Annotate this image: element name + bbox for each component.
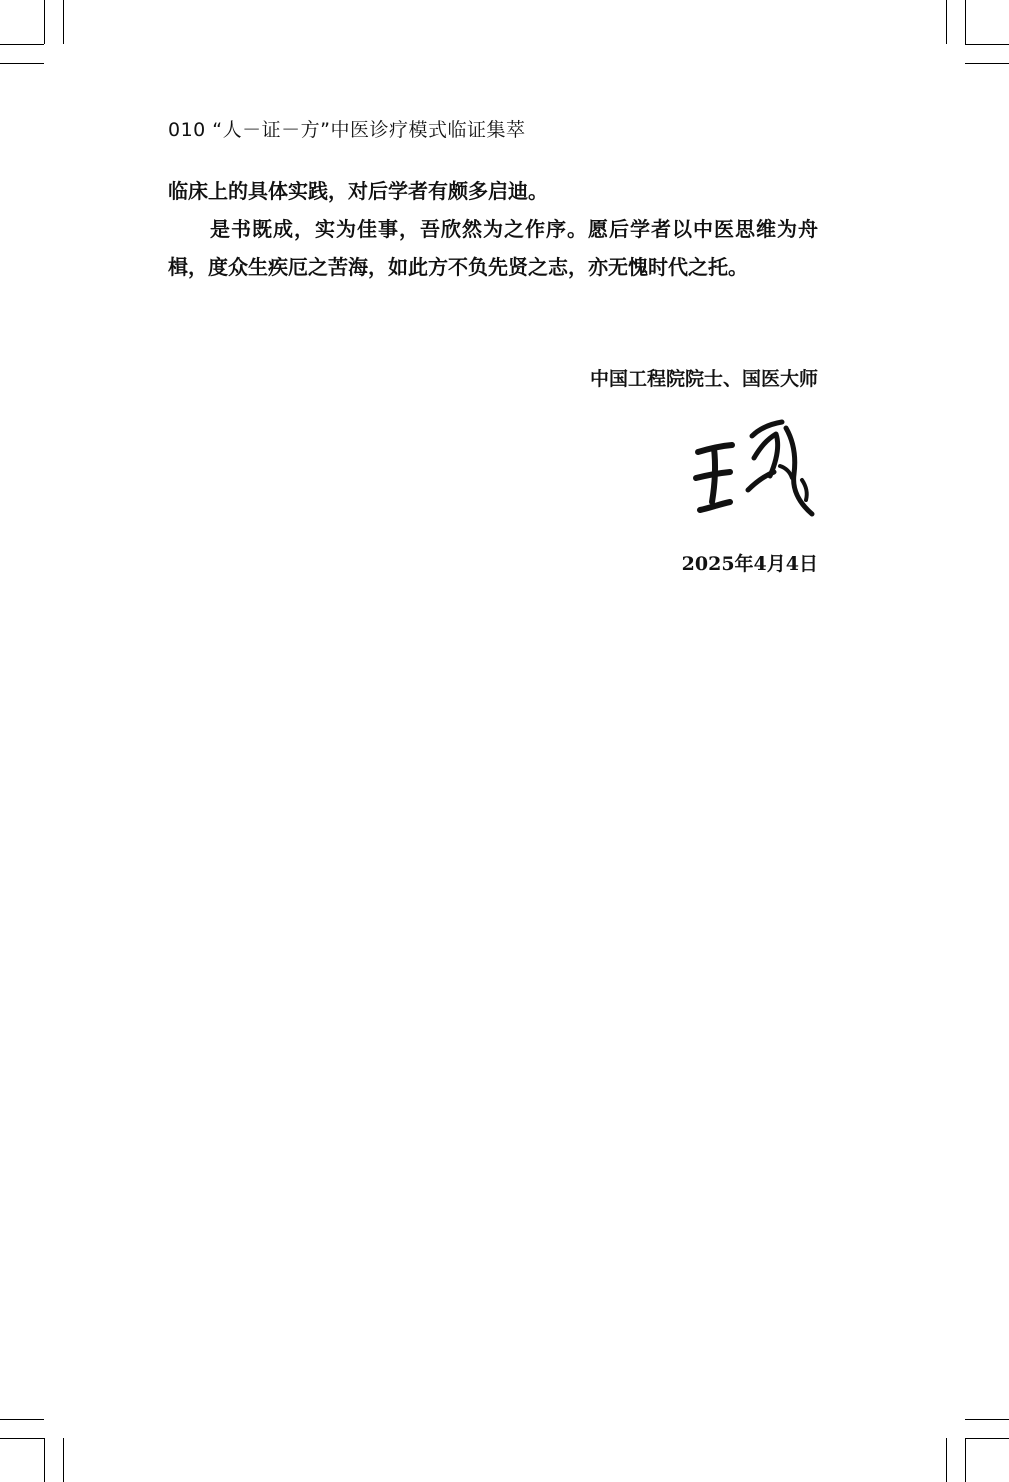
author-signature xyxy=(690,418,820,528)
running-head: 010 “人－证－方”中医诊疗模式临证集萃 xyxy=(168,119,526,141)
author-credential: 中国工程院院士、国医大师 xyxy=(589,368,818,390)
paragraph-closing: 是书既成，实为佳事，吾欣然为之作序。愿后学者以中医思维为舟楫，度众生疾厄之苦海，如此方不负先贤之志，亦无愧时代之托。 xyxy=(168,217,818,279)
preface-body xyxy=(168,172,818,286)
paragraph-continuation: 临床上的具体实践，对后学者有颇多启迪。 xyxy=(168,179,548,203)
signing-date: 2025年4月4日 xyxy=(681,553,818,575)
